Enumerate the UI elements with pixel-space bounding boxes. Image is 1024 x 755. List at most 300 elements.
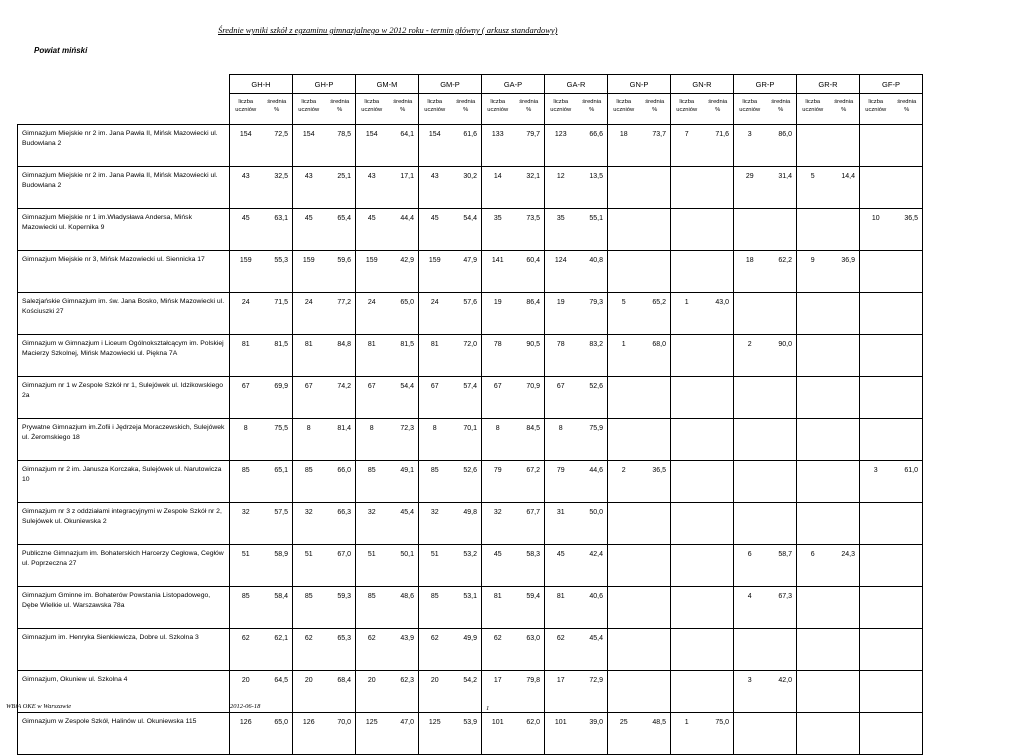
average-cell [829, 293, 860, 335]
average-cell: 59,4 [514, 587, 545, 629]
average-cell: 84,8 [325, 335, 356, 377]
count-cell: 159 [230, 251, 262, 293]
average-cell: 31,4 [766, 167, 797, 209]
table-row [18, 209, 923, 251]
count-cell: 9 [797, 251, 829, 293]
count-cell: 85 [356, 587, 388, 629]
count-cell [608, 587, 640, 629]
count-cell [671, 461, 703, 503]
average-cell [829, 671, 860, 713]
average-cell: 36,5 [640, 461, 671, 503]
average-cell: 32,5 [262, 167, 293, 209]
count-cell: 7 [671, 125, 703, 167]
average-cell: 62,1 [262, 629, 293, 671]
subheader-count: liczba uczniów [298, 99, 320, 113]
average-cell [829, 629, 860, 671]
average-cell: 60,4 [514, 251, 545, 293]
average-cell [640, 251, 671, 293]
count-cell: 17 [482, 671, 514, 713]
average-cell: 65,3 [325, 629, 356, 671]
average-cell [766, 629, 797, 671]
count-cell [860, 125, 892, 167]
school-name-cell [18, 167, 230, 209]
count-cell [797, 293, 829, 335]
count-cell: 32 [230, 503, 262, 545]
count-cell: 159 [293, 251, 325, 293]
average-cell: 13,5 [577, 167, 608, 209]
count-cell [734, 629, 766, 671]
corner-cell [18, 94, 230, 125]
average-cell: 63,0 [514, 629, 545, 671]
average-cell: 43,9 [388, 629, 419, 671]
count-cell [860, 713, 892, 755]
subheader-average: średnia % [330, 99, 350, 113]
average-cell: 17,1 [388, 167, 419, 209]
average-cell [703, 461, 734, 503]
count-cell: 67 [293, 377, 325, 419]
footer-office: WBiA OKE w Warszawie [6, 703, 72, 710]
results-table [17, 74, 923, 755]
subheader-average: średnia % [834, 99, 854, 113]
average-cell [892, 671, 923, 713]
average-cell: 62,0 [514, 713, 545, 755]
count-cell [860, 251, 892, 293]
school-name: Publiczne Gimnazjum im. Bohaterskich Harcerzy Cegłowa, Cegłów ul. Poprzeczna 27 [22, 550, 224, 567]
count-cell: 81 [545, 587, 577, 629]
average-cell: 65,1 [262, 461, 293, 503]
average-cell: 67,2 [514, 461, 545, 503]
count-cell: 1 [671, 713, 703, 755]
count-cell: 20 [419, 671, 451, 713]
count-cell: 24 [230, 293, 262, 335]
count-cell: 43 [356, 167, 388, 209]
average-cell: 72,0 [451, 335, 482, 377]
average-cell: 62,3 [388, 671, 419, 713]
count-cell: 62 [230, 629, 262, 671]
count-cell [734, 461, 766, 503]
average-cell: 58,4 [262, 587, 293, 629]
average-cell [829, 587, 860, 629]
count-cell: 45 [482, 545, 514, 587]
subheader-average: średnia % [771, 99, 791, 113]
count-cell [671, 671, 703, 713]
average-cell: 81,4 [325, 419, 356, 461]
average-cell: 36,9 [829, 251, 860, 293]
document-title: Średnie wyniki szkół z egzaminu gimnazjalnego w 2012 roku - termin główny ( arkusz standardowy) [218, 25, 558, 35]
count-cell [671, 629, 703, 671]
count-cell: 32 [482, 503, 514, 545]
average-cell [892, 251, 923, 293]
average-cell [829, 335, 860, 377]
average-cell [640, 419, 671, 461]
corner-cell [18, 75, 230, 94]
column-group-header: GM-M [356, 75, 419, 94]
average-cell: 55,3 [262, 251, 293, 293]
average-cell: 59,6 [325, 251, 356, 293]
count-cell [860, 503, 892, 545]
average-cell: 50,0 [577, 503, 608, 545]
average-cell: 65,4 [325, 209, 356, 251]
average-cell [892, 419, 923, 461]
school-name-cell [18, 545, 230, 587]
column-group-header: GN-P [608, 75, 671, 94]
average-cell: 77,2 [325, 293, 356, 335]
count-cell: 45 [356, 209, 388, 251]
count-cell [608, 209, 640, 251]
average-cell: 54,2 [451, 671, 482, 713]
count-cell: 67 [545, 377, 577, 419]
average-cell: 67,3 [766, 587, 797, 629]
count-cell [797, 587, 829, 629]
table-row [18, 167, 923, 209]
average-cell: 58,3 [514, 545, 545, 587]
subheader-row [18, 94, 923, 125]
school-name: Gimnazjum Miejskie nr 2 im. Jana Pawła II, Mińsk Mazowiecki ul. Budowlana 2 [22, 130, 218, 147]
school-name-cell [18, 335, 230, 377]
average-cell: 42,4 [577, 545, 608, 587]
table-body [18, 125, 923, 755]
count-cell: 45 [293, 209, 325, 251]
subheader-average: średnia % [393, 99, 413, 113]
subheader-count: liczba uczniów [487, 99, 509, 113]
school-name: Gimnazjum Miejskie nr 1 im.Władysława Andersa, Mińsk Mazowiecki ul. Kopernika 9 [22, 214, 192, 231]
average-cell: 72,5 [262, 125, 293, 167]
count-cell: 24 [419, 293, 451, 335]
average-cell: 69,9 [262, 377, 293, 419]
subheader-average: średnia % [456, 99, 476, 113]
count-cell [860, 293, 892, 335]
average-cell: 73,5 [514, 209, 545, 251]
count-cell [734, 377, 766, 419]
count-cell [797, 503, 829, 545]
count-cell [608, 251, 640, 293]
footer-date: 2012-06-18 [230, 703, 261, 710]
average-cell: 86,4 [514, 293, 545, 335]
average-cell: 65,0 [388, 293, 419, 335]
subheader-count: liczba uczniów [739, 99, 761, 113]
subheader-count: liczba uczniów [613, 99, 635, 113]
count-cell [734, 713, 766, 755]
table-row [18, 125, 923, 167]
average-cell: 72,9 [577, 671, 608, 713]
average-cell: 40,6 [577, 587, 608, 629]
count-cell: 85 [356, 461, 388, 503]
average-cell: 24,3 [829, 545, 860, 587]
count-cell: 3 [734, 125, 766, 167]
average-cell [640, 587, 671, 629]
average-cell: 65,0 [262, 713, 293, 755]
count-cell [671, 335, 703, 377]
count-cell: 126 [293, 713, 325, 755]
count-cell: 32 [356, 503, 388, 545]
average-cell: 71,6 [703, 125, 734, 167]
count-cell: 17 [545, 671, 577, 713]
average-cell: 66,3 [325, 503, 356, 545]
column-group-header: GH-P [293, 75, 356, 94]
table-row [18, 419, 923, 461]
count-cell: 101 [545, 713, 577, 755]
average-cell: 55,1 [577, 209, 608, 251]
table-row [18, 713, 923, 755]
count-cell: 19 [482, 293, 514, 335]
average-cell [829, 125, 860, 167]
count-cell: 43 [419, 167, 451, 209]
school-name: Prywatne Gimnazjum im.Zofii i Jędrzeja Moraczewskich, Sulejówek ul. Żeromskiego 18 [22, 424, 225, 441]
average-cell: 86,0 [766, 125, 797, 167]
column-group-header: GA-R [545, 75, 608, 94]
table-row [18, 587, 923, 629]
average-cell [640, 671, 671, 713]
count-cell: 51 [230, 545, 262, 587]
count-cell: 45 [545, 545, 577, 587]
average-cell: 73,7 [640, 125, 671, 167]
average-cell: 57,6 [451, 293, 482, 335]
average-cell [703, 377, 734, 419]
count-cell [671, 587, 703, 629]
count-cell: 67 [419, 377, 451, 419]
count-cell: 67 [230, 377, 262, 419]
subheader-count: liczba uczniów [676, 99, 698, 113]
subheader-count: liczba uczniów [361, 99, 383, 113]
average-cell: 44,4 [388, 209, 419, 251]
school-name: Salezjańskie Gimnazjum im. św. Jana Bosko, Mińsk Mazowiecki ul. Kościuszki 27 [22, 298, 225, 315]
school-name-cell [18, 125, 230, 167]
count-cell: 2 [734, 335, 766, 377]
page-number: 1 [486, 705, 490, 712]
count-cell [734, 293, 766, 335]
count-cell: 43 [230, 167, 262, 209]
count-cell: 35 [545, 209, 577, 251]
average-cell: 30,2 [451, 167, 482, 209]
count-cell: 25 [608, 713, 640, 755]
table-row [18, 629, 923, 671]
count-cell: 81 [356, 335, 388, 377]
count-cell: 8 [482, 419, 514, 461]
average-cell [766, 419, 797, 461]
school-name-cell [18, 587, 230, 629]
table-row [18, 377, 923, 419]
average-cell: 81,5 [388, 335, 419, 377]
average-cell [892, 377, 923, 419]
average-cell: 65,2 [640, 293, 671, 335]
subheader-average: średnia % [897, 99, 917, 113]
count-cell: 154 [419, 125, 451, 167]
column-group-header: GN-R [671, 75, 734, 94]
subheader-average: średnia % [582, 99, 602, 113]
average-cell: 67,7 [514, 503, 545, 545]
average-cell: 32,1 [514, 167, 545, 209]
average-cell: 40,8 [577, 251, 608, 293]
average-cell [640, 629, 671, 671]
count-cell [860, 167, 892, 209]
average-cell [829, 377, 860, 419]
count-cell [608, 545, 640, 587]
average-cell [892, 713, 923, 755]
school-name-cell [18, 629, 230, 671]
count-cell: 79 [482, 461, 514, 503]
average-cell: 42,0 [766, 671, 797, 713]
column-group-header: GA-P [482, 75, 545, 94]
school-name-cell [18, 419, 230, 461]
count-cell [608, 377, 640, 419]
count-cell: 5 [608, 293, 640, 335]
count-cell: 81 [419, 335, 451, 377]
count-cell [797, 461, 829, 503]
school-name-cell [18, 461, 230, 503]
count-cell: 81 [230, 335, 262, 377]
count-cell: 45 [230, 209, 262, 251]
count-cell: 1 [608, 335, 640, 377]
average-cell: 49,9 [451, 629, 482, 671]
average-cell [703, 545, 734, 587]
count-cell [734, 209, 766, 251]
average-cell [829, 209, 860, 251]
count-cell: 81 [293, 335, 325, 377]
count-cell: 79 [545, 461, 577, 503]
average-cell: 53,2 [451, 545, 482, 587]
count-cell: 62 [356, 629, 388, 671]
count-cell: 62 [482, 629, 514, 671]
count-cell: 126 [230, 713, 262, 755]
count-cell [671, 419, 703, 461]
average-cell: 47,9 [451, 251, 482, 293]
count-cell [860, 377, 892, 419]
average-cell [703, 587, 734, 629]
count-cell: 2 [608, 461, 640, 503]
count-cell: 32 [419, 503, 451, 545]
count-cell: 1 [671, 293, 703, 335]
average-cell: 49,1 [388, 461, 419, 503]
school-name-cell [18, 209, 230, 251]
average-cell [640, 377, 671, 419]
count-cell: 154 [293, 125, 325, 167]
average-cell: 75,0 [703, 713, 734, 755]
average-cell: 83,2 [577, 335, 608, 377]
count-cell: 20 [230, 671, 262, 713]
average-cell [829, 713, 860, 755]
average-cell: 54,4 [451, 209, 482, 251]
average-cell: 54,4 [388, 377, 419, 419]
average-cell [829, 419, 860, 461]
count-cell: 18 [608, 125, 640, 167]
count-cell: 133 [482, 125, 514, 167]
school-name: Gimnazjum Gminne im. Bohaterów Powstania Listopadowego, Dębe Wielkie ul. Warszawska 78a [22, 592, 211, 609]
count-cell [671, 209, 703, 251]
average-cell [892, 503, 923, 545]
count-cell [797, 629, 829, 671]
school-name: Gimnazjum w Gimnazjum i Liceum Ogólnokształcącym im. Polskiej Macierzy Szkolnej, Mińsk Mazowiecki ul. Piękna 7A [22, 340, 224, 357]
average-cell: 66,0 [325, 461, 356, 503]
average-cell: 49,8 [451, 503, 482, 545]
count-cell: 85 [230, 587, 262, 629]
average-cell: 79,7 [514, 125, 545, 167]
count-cell: 10 [860, 209, 892, 251]
count-cell: 62 [419, 629, 451, 671]
count-cell [671, 377, 703, 419]
subheader-average: średnia % [267, 99, 287, 113]
school-name: Gimnazjum w Zespole Szkół, Halinów ul. Okuniewska 115 [22, 718, 197, 725]
count-cell: 159 [419, 251, 451, 293]
count-cell [797, 377, 829, 419]
count-cell: 4 [734, 587, 766, 629]
average-cell: 61,0 [892, 461, 923, 503]
school-name: Gimnazjum nr 1 w Zespole Szkół nr 1, Sulejówek ul. Idzikowskiego 2a [22, 382, 223, 399]
count-cell: 62 [545, 629, 577, 671]
count-cell: 51 [419, 545, 451, 587]
school-name-cell [18, 293, 230, 335]
average-cell: 70,1 [451, 419, 482, 461]
subheader-average: średnia % [708, 99, 728, 113]
column-group-header: GF-P [860, 75, 923, 94]
school-name: Gimnazjum Miejskie nr 3, Mińsk Mazowiecki ul. Siennicka 17 [22, 256, 205, 263]
count-cell: 45 [419, 209, 451, 251]
school-name: Gimnazjum nr 3 z oddziałami integracyjnymi w Zespole Szkół nr 2, Sulejówek ul. Okuniewska 2 [22, 508, 222, 525]
average-cell [892, 545, 923, 587]
average-cell: 81,5 [262, 335, 293, 377]
count-cell: 5 [797, 167, 829, 209]
count-cell: 3 [734, 671, 766, 713]
count-cell: 43 [293, 167, 325, 209]
table-row [18, 545, 923, 587]
count-cell [734, 419, 766, 461]
count-cell [797, 671, 829, 713]
average-cell: 52,6 [451, 461, 482, 503]
count-cell [860, 671, 892, 713]
school-name: Gimnazjum im. Henryka Sienkiewicza, Dobre ul. Szkolna 3 [22, 634, 199, 641]
count-cell: 20 [293, 671, 325, 713]
count-cell [797, 209, 829, 251]
average-cell: 57,4 [451, 377, 482, 419]
school-name: Gimnazjum, Okuniew ul. Szkolna 4 [22, 676, 128, 683]
count-cell: 141 [482, 251, 514, 293]
average-cell [766, 713, 797, 755]
count-cell: 124 [545, 251, 577, 293]
subheader-count: liczba uczniów [424, 99, 446, 113]
column-group-header: GR-R [797, 75, 860, 94]
count-cell [860, 629, 892, 671]
count-cell [608, 671, 640, 713]
count-cell [671, 545, 703, 587]
subheader-average: średnia % [519, 99, 539, 113]
column-group-header: GR-P [734, 75, 797, 94]
average-cell: 68,0 [640, 335, 671, 377]
average-cell [829, 461, 860, 503]
average-cell [640, 545, 671, 587]
count-cell: 85 [293, 587, 325, 629]
average-cell [892, 335, 923, 377]
average-cell [892, 587, 923, 629]
average-cell [829, 503, 860, 545]
count-cell: 20 [356, 671, 388, 713]
count-cell: 32 [293, 503, 325, 545]
average-cell: 79,8 [514, 671, 545, 713]
count-cell: 51 [293, 545, 325, 587]
average-cell: 70,9 [514, 377, 545, 419]
average-cell: 90,0 [766, 335, 797, 377]
count-cell: 159 [356, 251, 388, 293]
average-cell: 36,5 [892, 209, 923, 251]
average-cell: 70,0 [325, 713, 356, 755]
average-cell: 48,5 [640, 713, 671, 755]
subheader-count: liczba uczniów [802, 99, 824, 113]
average-cell: 71,5 [262, 293, 293, 335]
table-row [18, 251, 923, 293]
table-row [18, 671, 923, 713]
average-cell: 84,5 [514, 419, 545, 461]
subheader-count: liczba uczniów [235, 99, 257, 113]
count-cell: 24 [293, 293, 325, 335]
count-cell [608, 629, 640, 671]
